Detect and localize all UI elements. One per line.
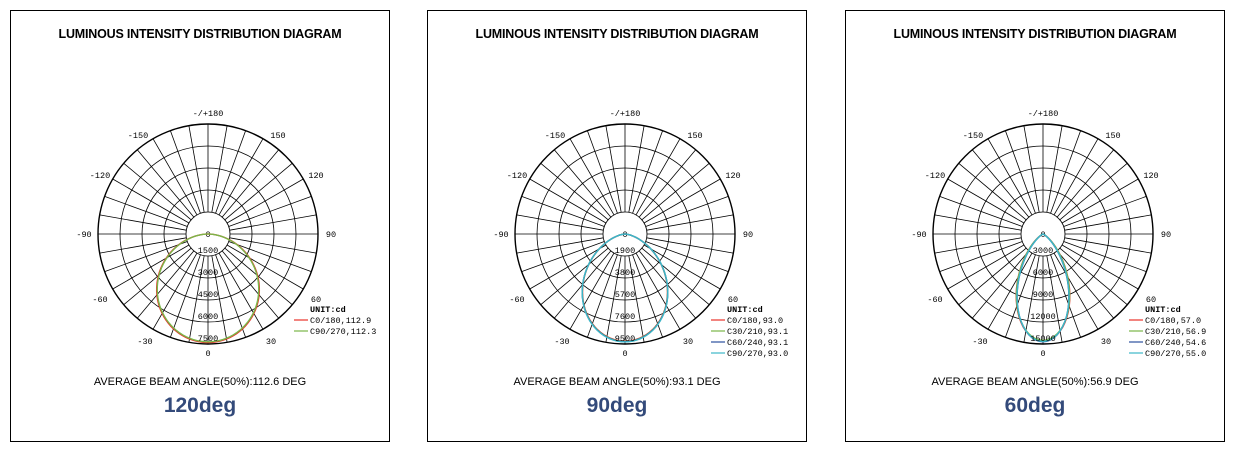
angle-label: 120 — [308, 171, 324, 181]
grid-spoke — [587, 131, 617, 214]
chart-title: LUMINOUS INTENSITY DISTRIBUTION DIAGRAM — [893, 27, 1177, 41]
center-label: 0 — [1040, 230, 1046, 240]
grid-spoke — [100, 215, 187, 230]
angle-label: 90 — [1160, 230, 1172, 240]
legend-entry: C0/180,93.0 — [727, 316, 784, 326]
average-beam-angle: AVERAGE BEAM ANGLE(50%):112.6 DEG — [93, 376, 307, 388]
grid-spoke — [647, 238, 734, 253]
legend-entry: C90/270,55.0 — [1145, 349, 1207, 359]
grid-spoke — [212, 126, 227, 213]
radial-tick-label: 9500 — [614, 334, 636, 344]
angle-label: 90 — [325, 230, 337, 240]
center-label: 0 — [622, 230, 628, 240]
grid-spoke — [216, 255, 246, 338]
grid-spoke — [646, 242, 729, 272]
chart-title: LUMINOUS INTENSITY DISTRIBUTION DIAGRAM — [475, 27, 759, 41]
angle-label: -90 — [493, 230, 509, 240]
angle-label: 150 — [687, 131, 703, 141]
polar-chart — [846, 96, 1226, 366]
radial-tick-label: 1900 — [614, 246, 636, 256]
angle-label: -/+180 — [1027, 109, 1059, 119]
angle-label: 0 — [1040, 349, 1046, 359]
angle-label: -150 — [544, 131, 566, 141]
radial-tick-label: 7500 — [197, 334, 219, 344]
radial-tick-label: 15000 — [1030, 334, 1056, 344]
angle-label: -/+180 — [609, 109, 641, 119]
angle-label: -30 — [972, 337, 988, 347]
grid-spoke — [230, 215, 317, 230]
grid-spoke — [229, 196, 312, 226]
grid-spoke — [940, 196, 1023, 226]
angle-label: 0 — [622, 349, 628, 359]
angle-label: 150 — [1105, 131, 1121, 141]
angle-label: -60 — [92, 295, 108, 305]
angle-label: 30 — [265, 337, 277, 347]
grid-spoke — [1047, 126, 1062, 213]
grid-spoke — [940, 242, 1023, 272]
angle-label: -120 — [924, 171, 946, 181]
polar-chart — [11, 96, 391, 366]
grid-spoke — [189, 126, 204, 213]
legend-entry: C0/180,112.9 — [310, 316, 372, 326]
radial-tick-label: 12000 — [1030, 312, 1056, 322]
grid-spoke — [629, 126, 644, 213]
angle-label: 60 — [727, 295, 739, 305]
grid-spoke — [1005, 131, 1035, 214]
angle-label: 60 — [1145, 295, 1157, 305]
angle-label: -60 — [509, 295, 525, 305]
radial-tick-label: 6000 — [1032, 268, 1054, 278]
unit-label: UNIT:cd — [310, 305, 346, 315]
radial-tick-label: 4500 — [197, 290, 219, 300]
grid-spoke — [935, 215, 1022, 230]
unit-label: UNIT:cd — [1145, 305, 1181, 315]
grid-spoke — [1064, 196, 1147, 226]
radial-tick-label: 5700 — [614, 290, 636, 300]
legend-entry: C30/210,56.9 — [1145, 327, 1207, 337]
grid-spoke — [517, 215, 604, 230]
grid-spoke — [522, 196, 605, 226]
chart-title: LUMINOUS INTENSITY DISTRIBUTION DIAGRAM — [58, 27, 342, 41]
beam-label: 90deg — [586, 394, 648, 417]
angle-label: 60 — [310, 295, 322, 305]
angle-label: -90 — [76, 230, 92, 240]
radial-tick-label: 6000 — [197, 312, 219, 322]
legend-entry: C90/270,112.3 — [310, 327, 377, 337]
angle-label: 30 — [1100, 337, 1112, 347]
legend-entry: C0/180,57.0 — [1145, 316, 1202, 326]
grid-spoke — [1065, 215, 1152, 230]
radial-tick-label: 3000 — [197, 268, 219, 278]
angle-label: -30 — [137, 337, 153, 347]
grid-spoke — [606, 126, 621, 213]
grid-spoke — [522, 242, 605, 272]
angle-label: -150 — [127, 131, 149, 141]
angle-label: -30 — [554, 337, 570, 347]
angle-label: -60 — [927, 295, 943, 305]
polar-chart — [428, 96, 808, 366]
grid-spoke — [646, 196, 729, 226]
angle-label: -120 — [89, 171, 111, 181]
grid-spoke — [105, 242, 188, 272]
average-beam-angle: AVERAGE BEAM ANGLE(50%):93.1 DEG — [513, 376, 721, 388]
legend-entry: C90/270,93.0 — [727, 349, 789, 359]
angle-label: 90 — [742, 230, 754, 240]
angle-label: -150 — [962, 131, 984, 141]
grid-spoke — [229, 242, 312, 272]
grid-spoke — [1051, 131, 1081, 214]
grid-spoke — [633, 131, 663, 214]
grid-spoke — [1024, 126, 1039, 213]
beam-label: 120deg — [163, 394, 237, 417]
unit-label: UNIT:cd — [727, 305, 763, 315]
chart-panel-3 — [845, 10, 1225, 442]
radial-tick-label: 1500 — [197, 246, 219, 256]
legend-entry: C60/240,93.1 — [727, 338, 789, 348]
average-beam-angle: AVERAGE BEAM ANGLE(50%):56.9 DEG — [931, 376, 1139, 388]
angle-label: -120 — [506, 171, 528, 181]
radial-tick-label: 3000 — [1032, 246, 1054, 256]
grid-spoke — [517, 238, 604, 253]
legend-entry: C60/240,54.6 — [1145, 338, 1207, 348]
radial-tick-label: 9000 — [1032, 290, 1054, 300]
chart-panel-2 — [427, 10, 807, 442]
grid-spoke — [170, 255, 200, 338]
grid-spoke — [105, 196, 188, 226]
beam-label: 60deg — [1004, 394, 1066, 417]
angle-label: 0 — [205, 349, 211, 359]
angle-label: -90 — [911, 230, 927, 240]
grid-spoke — [1064, 242, 1147, 272]
angle-label: -/+180 — [192, 109, 224, 119]
chart-panel-1 — [10, 10, 390, 442]
grid-spoke — [170, 131, 200, 214]
grid-spoke — [216, 131, 246, 214]
radial-tick-label: 7600 — [614, 312, 636, 322]
angle-label: 150 — [270, 131, 286, 141]
grid-spoke — [935, 238, 1022, 253]
grid-spoke — [1065, 238, 1152, 253]
legend-entry: C30/210,93.1 — [727, 327, 789, 337]
angle-label: 120 — [725, 171, 741, 181]
angle-label: 120 — [1143, 171, 1159, 181]
grid-spoke — [647, 215, 734, 230]
radial-tick-label: 3800 — [614, 268, 636, 278]
center-label: 0 — [205, 230, 211, 240]
angle-label: 30 — [682, 337, 694, 347]
